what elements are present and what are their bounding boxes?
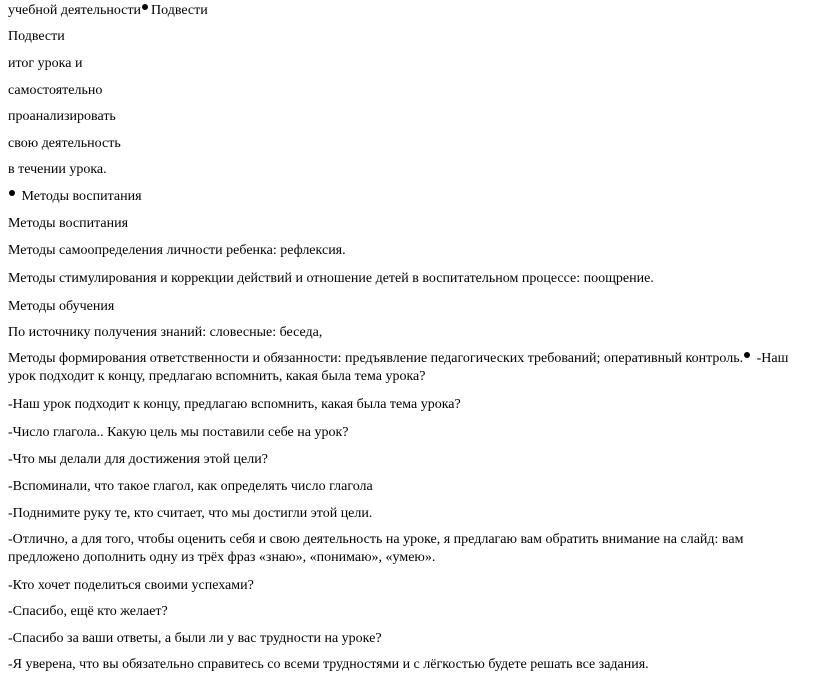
paragraph-16: -Число глагола.. Какую цель мы поставили себе на урок? (8, 425, 349, 440)
paragraph-23: -Спасибо за ваши ответы, а были ли у вас трудности на уроке? (8, 631, 382, 646)
paragraph-10: Методы самоопределения личности ребенка: рефлексия. (8, 243, 346, 258)
paragraph-21: -Кто хочет поделиться своими успехами? (8, 578, 254, 593)
paragraph-3: итог урока и (8, 56, 83, 71)
paragraph-1-text-b: Подвести (151, 3, 208, 18)
paragraph-9: Методы воспитания (8, 216, 129, 231)
paragraph-13: По источнику получения знаний: словесные: беседа, (8, 325, 323, 340)
paragraph-20: -Отлично, а для того, чтобы оценить себя и свою деятельность на уроке, я предлагаю вам обратить внимание на слайд: вам предложено дополнить одну из трёх фраз «знаю», «понимаю», «умею». (8, 532, 744, 565)
paragraph-7: в течении урока. (8, 162, 107, 177)
paragraph-24: -Я уверена, что вы обязательно справитесь со всеми трудностями и с лёгкостью будете решать все задания. (8, 657, 649, 672)
paragraph-14-text-a: Методы формирования ответственности и обязанности: предъявление педагогических требований; оперативный контроль. (8, 351, 744, 366)
bullet-icon (744, 352, 750, 358)
paragraph-22: -Спасибо, ещё кто желает? (8, 604, 168, 619)
paragraph-12: Методы обучения (8, 299, 115, 314)
paragraph-8-text: Методы воспитания (21, 189, 142, 204)
paragraph-4: самостоятельно (8, 83, 103, 98)
paragraph-15: -Наш урок подходит к концу, предлагаю вспомнить, какая была тема урока? (8, 397, 461, 412)
paragraph-1-text-a: учебной деятельности (8, 3, 142, 18)
bullet-icon (142, 4, 148, 10)
paragraph-1 (8, 2, 808, 20)
paragraph-17: -Что мы делали для достижения этой цели? (8, 452, 268, 467)
paragraph-14-text-b: -Наш урок подходит к концу, предлагаю вспомнить, какая была тема урока? (8, 351, 789, 384)
paragraph-2: Подвести (8, 29, 65, 44)
paragraph-6: свою деятельность (8, 136, 121, 151)
paragraph-18: -Вспоминали, что такое глагол, как определять число глагола (8, 479, 373, 494)
paragraph-14 (8, 350, 808, 386)
paragraph-11: Методы стимулирования и коррекции действий и отношение детей в воспитательном процессе: поощрение. (8, 271, 654, 286)
paragraph-5: проанализировать (8, 109, 116, 124)
bullet-icon (9, 190, 15, 196)
paragraph-19: -Поднимите руку те, кто считает, что мы достигли этой цели. (8, 506, 373, 521)
paragraph-8 (8, 188, 808, 206)
